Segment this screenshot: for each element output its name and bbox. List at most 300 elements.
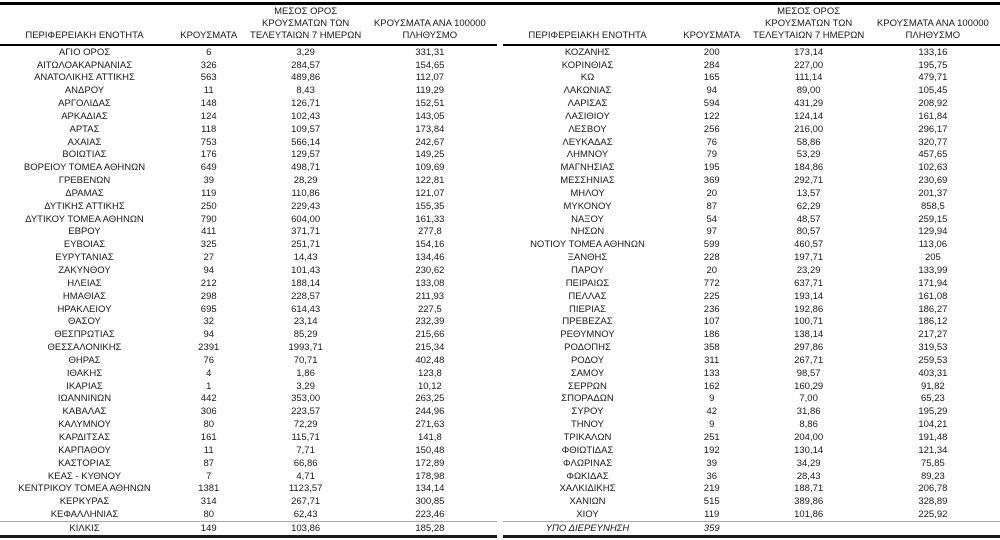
cell-region: ΗΛΕΙΑΣ	[67, 278, 102, 289]
cell-cases: 284	[703, 60, 720, 71]
cell-region: ΗΜΑΘΙΑΣ	[62, 291, 107, 302]
cell-region: ΛΑΡΙΣΑΣ	[567, 99, 608, 109]
cell-per100k: 403,31	[918, 368, 948, 379]
cell-avg7: 431,29	[794, 99, 824, 109]
cell-region: ΚΑΣΤΟΡΙΑΣ	[58, 458, 111, 469]
cell-cases: 42	[706, 407, 718, 417]
cell-avg7: 173,14	[794, 47, 824, 58]
cell-avg7: 53,29	[796, 150, 821, 160]
cell-avg7: 66,86	[293, 458, 318, 469]
cell-avg7: 292,71	[794, 176, 824, 186]
cell-cases: 325	[200, 240, 217, 250]
header-per100k-line1: ΚΡΟΥΣΜΑΤΑ ΑΝΑ 100000	[373, 18, 486, 29]
table-row	[503, 457, 1000, 470]
cell-cases: 2391	[198, 343, 220, 353]
cell-avg7: 98,57	[796, 368, 821, 379]
cell-cases: 107	[703, 317, 720, 327]
cell-region: ΡΟΔΟΠΗΣ	[564, 343, 611, 353]
cell-cases: 195	[703, 163, 720, 173]
cell-region: ΚΙΛΚΙΣ	[69, 523, 100, 534]
table-row	[503, 213, 1000, 226]
cell-per100k: 129,94	[918, 227, 948, 237]
cell-avg7: 101,43	[291, 266, 321, 276]
cell-region: ΧΙΟΥ	[576, 510, 599, 520]
cell-region: ΘΗΡΑΣ	[68, 355, 101, 366]
cell-per100k: 141,8	[417, 432, 442, 443]
table-row	[0, 252, 497, 265]
header-avg7-line1: ΜΕΣΟΣ ΟΡΟΣ	[777, 6, 841, 17]
table-row	[503, 72, 1000, 85]
cell-cases: 212	[200, 278, 217, 289]
cell-avg7: 1993,71	[288, 343, 323, 353]
cell-per100k: 161,08	[918, 291, 948, 302]
cell-cases: 192	[703, 445, 720, 456]
cell-region: ΕΥΒΟΙΑΣ	[63, 240, 106, 250]
cell-avg7: 489,86	[291, 73, 321, 83]
cell-per100k: 225,92	[918, 510, 948, 520]
cell-per100k: 227,5	[417, 304, 442, 315]
table-row	[0, 239, 497, 252]
table-row	[0, 72, 497, 85]
cell-per100k: 201,37	[918, 188, 948, 199]
table-row	[503, 406, 1000, 419]
cell-avg7: 28,29	[293, 176, 318, 186]
cell-region: ΠΙΕΡΙΑΣ	[568, 304, 606, 315]
cell-avg7: 197,71	[794, 253, 824, 263]
cell-region: ΠΑΡΟΥ	[571, 266, 604, 276]
table-row	[0, 354, 497, 367]
cell-cases: 119	[704, 510, 720, 520]
cell-per100k: 133,99	[918, 266, 948, 276]
cell-per100k: 205	[924, 253, 941, 263]
cell-region: ΙΚΑΡΙΑΣ	[66, 381, 103, 392]
cell-cases: 124	[200, 111, 217, 122]
cell-per100k: 134,14	[415, 484, 445, 494]
table-row	[503, 367, 1000, 380]
header-avg7	[751, 5, 865, 44]
cell-per100k: 195,75	[918, 60, 948, 71]
cell-cases: 515	[703, 497, 720, 507]
header-per100k-line1: ΚΡΟΥΣΜΑΤΑ ΑΝΑ 100000	[876, 18, 989, 29]
table-row	[503, 239, 1000, 252]
cell-cases: 599	[703, 240, 720, 250]
cell-avg7: 126,71	[291, 99, 321, 109]
cell-per100k: 232,39	[415, 317, 445, 327]
cell-avg7: 267,71	[291, 497, 321, 507]
cell-avg7: 124,14	[794, 111, 824, 122]
cell-region: ΒΟΡΕΙΟΥ ΤΟΜΕΑ ΑΘΗΝΩΝ	[23, 163, 146, 173]
table-row	[0, 59, 497, 72]
cell-cases: 358	[703, 343, 720, 353]
cell-cases: 80	[203, 420, 215, 430]
cell-avg7: 460,57	[794, 240, 824, 250]
table-row	[503, 264, 1000, 277]
regional-table-right	[503, 5, 1000, 538]
cell-region: ΚΑΛΥΜΝΟΥ	[58, 420, 111, 430]
table-row	[503, 46, 1000, 59]
cell-avg7: 100,71	[794, 317, 824, 327]
cell-per100k: 121,34	[918, 445, 948, 456]
cell-region: ΑΧΑΪΑΣ	[67, 137, 102, 148]
cell-per100k: 150,48	[415, 445, 445, 456]
cell-per100k: 271,63	[415, 420, 445, 430]
cell-avg7: 7,00	[799, 394, 818, 404]
cell-avg7: 3,29	[296, 47, 315, 58]
cell-per100k: 112,07	[415, 73, 445, 83]
table-body-left	[0, 46, 497, 538]
table-row	[503, 174, 1000, 187]
cell-per100k: 457,65	[918, 150, 948, 160]
cell-cases: 76	[203, 355, 215, 366]
cell-cases: 118	[201, 124, 217, 135]
cell-avg7: 614,43	[291, 304, 321, 315]
cell-avg7: 1123,57	[288, 484, 323, 494]
cell-region: ΚΑΒΑΛΑΣ	[62, 407, 107, 417]
header-cases-label: ΚΡΟΥΣΜΑΤΑ	[683, 30, 741, 41]
cell-per100k: 223,46	[415, 510, 445, 520]
cell-avg7: 8,43	[296, 86, 315, 96]
cell-region: ΜΑΓΝΗΣΙΑΣ	[560, 163, 615, 173]
cell-per100k: 211,93	[415, 291, 445, 302]
cell-per100k: 91,82	[920, 381, 945, 392]
cell-per100k: 75,85	[920, 458, 945, 469]
cell-avg7: 267,71	[794, 355, 824, 366]
cell-cases: 94	[706, 86, 718, 96]
header-region	[503, 5, 672, 44]
table-row	[0, 303, 497, 316]
cell-region: ΧΑΝΙΩΝ	[569, 497, 606, 507]
cell-region: ΖΑΚΥΝΘΟΥ	[58, 266, 111, 276]
cell-per100k: 215,34	[415, 343, 445, 353]
header-per100k-line2: ΠΛΗΘΥΣΜΟ	[402, 30, 458, 41]
cell-avg7: 637,71	[794, 278, 824, 289]
cell-region: ΣΑΜΟΥ	[570, 368, 605, 379]
table-row	[503, 162, 1000, 175]
cell-region: ΛΗΜΝΟΥ	[566, 150, 609, 160]
table-row	[0, 85, 497, 98]
cell-cases: 176	[200, 150, 217, 160]
cell-avg7: 13,57	[796, 188, 821, 199]
cell-region: ΔΥΤΙΚΗΣ ΑΤΤΙΚΗΣ	[44, 201, 125, 212]
cell-per100k: 119,29	[415, 86, 445, 96]
cell-cases: 20	[706, 188, 718, 199]
table-row	[503, 380, 1000, 393]
cell-avg7: 62,43	[293, 510, 318, 520]
cell-region: ΘΕΣΠΡΩΤΙΑΣ	[54, 330, 115, 340]
table-row	[503, 341, 1000, 354]
cell-cases: 97	[706, 227, 718, 237]
cell-avg7: 48,57	[796, 214, 821, 225]
cell-per100k: 259,15	[918, 214, 948, 225]
cell-avg7: 34,29	[796, 458, 821, 469]
cell-cases: 9	[709, 394, 715, 404]
header-cases	[169, 5, 249, 44]
cell-avg7: 4,71	[296, 471, 315, 482]
cell-cases: 225	[703, 291, 720, 302]
cell-per100k: 154,65	[415, 60, 445, 71]
cell-avg7: 188,14	[291, 278, 321, 289]
cell-per100k: 186,12	[918, 317, 948, 327]
cell-cases: 94	[203, 330, 215, 340]
header-avg7-line2: ΚΡΟΥΣΜΑΤΩΝ ΤΩΝ	[262, 18, 350, 29]
cell-avg7: 8,86	[799, 420, 818, 430]
regional-table-left	[0, 5, 497, 538]
cell-region: ΚΕΦΑΛΛΗΝΙΑΣ	[50, 510, 119, 520]
cell-per100k: 320,77	[918, 137, 948, 148]
table-row	[0, 457, 497, 470]
cell-avg7: 193,14	[794, 291, 824, 302]
cell-cases: 39	[706, 458, 718, 469]
cell-avg7: 284,57	[291, 60, 321, 71]
table-row	[503, 521, 1000, 535]
table-row	[0, 393, 497, 406]
cell-avg7: 115,71	[291, 432, 320, 443]
table-row	[503, 149, 1000, 162]
cell-avg7: 229,43	[291, 201, 321, 212]
cell-cases: 772	[703, 278, 720, 289]
header-avg7-line1: ΜΕΣΟΣ ΟΡΟΣ	[274, 6, 338, 17]
table-row	[503, 329, 1000, 342]
cell-cases: 87	[706, 201, 718, 212]
table-row	[503, 303, 1000, 316]
cell-avg7: 192,86	[794, 304, 824, 315]
table-row	[0, 470, 497, 483]
table-row	[0, 444, 497, 457]
table-row	[0, 123, 497, 136]
cell-per100k: 178,98	[415, 471, 445, 482]
cell-avg7: 1,86	[296, 368, 315, 379]
cell-avg7: 297,86	[794, 343, 824, 353]
cell-per100k: 195,29	[918, 407, 948, 417]
table-row	[503, 444, 1000, 457]
header-per100k	[866, 5, 1000, 44]
table-row	[503, 393, 1000, 406]
table-body-right	[503, 46, 1000, 538]
cell-cases: 36	[706, 471, 718, 482]
table-row	[0, 483, 497, 496]
cell-per100k: 143,05	[415, 111, 445, 122]
table-row	[503, 200, 1000, 213]
cell-region: ΦΛΩΡΙΝΑΣ	[562, 458, 613, 469]
cell-per100k: 109,69	[415, 163, 445, 173]
cell-cases: 7	[206, 471, 212, 482]
cell-region: ΠΕΛΛΑΣ	[568, 291, 607, 302]
cell-per100k: 191,48	[918, 432, 948, 443]
cell-cases: 369	[703, 176, 720, 186]
cell-cases: 149	[200, 523, 217, 534]
cell-avg7: 3,29	[296, 381, 315, 392]
cell-per100k: 122,81	[415, 176, 445, 186]
cell-cases: 122	[703, 111, 720, 122]
cell-cases: 753	[200, 137, 217, 148]
cell-region: ΕΒΡΟΥ	[68, 227, 101, 237]
cell-region: ΦΩΚΙΔΑΣ	[566, 471, 609, 482]
cell-region: ΝΟΤΙΟΥ ΤΟΜΕΑ ΑΘΗΝΩΝ	[530, 240, 645, 250]
cell-region: ΑΡΓΟΛΙΔΑΣ	[58, 99, 111, 109]
table-row	[0, 380, 497, 393]
cell-region: ΔΡΑΜΑΣ	[65, 188, 104, 199]
cell-avg7: 89,00	[796, 86, 821, 96]
table-row	[0, 97, 497, 110]
cell-region: ΣΕΡΡΩΝ	[568, 381, 607, 392]
cell-cases: 228	[703, 253, 720, 263]
cell-per100k: 230,62	[415, 266, 445, 276]
table-row	[503, 97, 1000, 110]
cell-per100k: 133,08	[415, 278, 445, 289]
header-avg7-line2: ΚΡΟΥΣΜΑΤΩΝ ΤΩΝ	[765, 18, 853, 29]
cell-cases: 11	[203, 86, 214, 96]
cell-per100k: 215,66	[415, 330, 445, 340]
cell-region: ΧΑΛΚΙΔΙΚΗΣ	[559, 484, 616, 494]
table-row	[0, 187, 497, 200]
cell-region: ΚΕΝΤΡΙΚΟΥ ΤΟΜΕΑ ΑΘΗΝΩΝ	[18, 484, 151, 494]
cell-cases: 649	[200, 163, 217, 173]
table-row	[0, 200, 497, 213]
cell-region: ΜΕΣΣΗΝΙΑΣ	[560, 176, 615, 186]
table-row	[503, 316, 1000, 329]
cell-region: ΘΕΣΣΑΛΟΝΙΚΗΣ	[47, 343, 122, 353]
cell-region: ΚΩ	[580, 73, 595, 83]
table-row	[0, 110, 497, 123]
cell-region: ΕΥΡΥΤΑΝΙΑΣ	[55, 253, 114, 263]
table-row	[0, 226, 497, 239]
cell-region: ΑΡΚΑΔΙΑΣ	[61, 111, 108, 122]
table-row	[503, 252, 1000, 265]
cell-avg7: 7,71	[296, 445, 315, 456]
table-row	[503, 59, 1000, 72]
cell-avg7: 227,00	[794, 60, 824, 71]
table-row	[503, 123, 1000, 136]
cell-per100k: 402,48	[415, 355, 445, 366]
cell-per100k: 186,27	[918, 304, 948, 315]
cell-avg7: 130,14	[794, 445, 824, 456]
cell-region: ΥΠΟ ΔΙΕΡΕΥΝΗΣΗ	[545, 523, 630, 534]
cell-region: ΤΡΙΚΑΛΩΝ	[563, 432, 612, 443]
table-row	[503, 418, 1000, 431]
cell-avg7: 109,57	[291, 124, 321, 135]
table-row	[0, 329, 497, 342]
table-row	[0, 418, 497, 431]
table-row	[0, 162, 497, 175]
regional-cases-report	[0, 2, 1000, 538]
cell-region: ΑΡΤΑΣ	[69, 124, 100, 135]
cell-region: ΝΑΞΟΥ	[571, 214, 604, 225]
cell-cases: 162	[703, 381, 720, 392]
cell-cases: 311	[704, 355, 720, 366]
table-row	[0, 277, 497, 290]
cell-cases: 6	[206, 47, 212, 58]
cell-avg7: 228,57	[291, 291, 321, 302]
cell-cases: 594	[703, 99, 720, 109]
cell-cases: 359	[703, 523, 720, 534]
table-row	[0, 341, 497, 354]
cell-region: ΛΑΣΙΘΙΟΥ	[565, 111, 610, 122]
cell-region: ΗΡΑΚΛΕΙΟΥ	[57, 304, 112, 315]
cell-region: ΠΕΙΡΑΙΩΣ	[565, 278, 610, 289]
table-row	[0, 46, 497, 59]
cell-region: ΔΥΤΙΚΟΥ ΤΟΜΕΑ ΑΘΗΝΩΝ	[25, 214, 144, 225]
cell-avg7: 251,71	[291, 240, 321, 250]
cell-region: ΚΑΡΠΑΘΟΥ	[58, 445, 111, 456]
header-cases	[672, 5, 752, 44]
cell-avg7: 216,00	[794, 124, 824, 135]
cell-per100k: 121,07	[415, 188, 445, 199]
cell-cases: 186	[703, 330, 720, 340]
cell-cases: 314	[200, 497, 217, 507]
cell-cases: 695	[200, 304, 217, 315]
table-row	[503, 85, 1000, 98]
table-row	[503, 508, 1000, 521]
cell-per100k: 242,67	[415, 137, 445, 148]
cell-per100k: 171,94	[918, 278, 948, 289]
header-cases-label: ΚΡΟΥΣΜΑΤΑ	[180, 30, 238, 41]
cell-region: ΚΟΡΙΝΘΙΑΣ	[561, 60, 614, 71]
cell-per100k: 858,5	[920, 201, 945, 212]
cell-cases: 27	[203, 253, 215, 263]
cell-avg7: 129,57	[291, 150, 321, 160]
cell-region: ΤΗΝΟΥ	[571, 420, 604, 430]
cell-per100k: 104,21	[918, 420, 948, 430]
cell-cases: 298	[200, 291, 217, 302]
table-row	[503, 277, 1000, 290]
cell-per100k: 161,84	[918, 111, 948, 122]
cell-cases: 39	[203, 176, 215, 186]
cell-region: ΠΡΕΒΕΖΑΣ	[562, 317, 613, 327]
cell-avg7: 58,86	[796, 137, 821, 148]
cell-region: ΑΓΙΟ ΟΡΟΣ	[58, 47, 111, 58]
table-row	[503, 470, 1000, 483]
table-header-row	[0, 5, 497, 46]
cell-region: ΑΙΤΩΛΟΑΚΑΡΝΑΝΙΑΣ	[36, 60, 133, 71]
header-avg7-line3: ΤΕΛΕΥΤΑΙΩΝ 7 ΗΜΕΡΩΝ	[250, 30, 362, 41]
cell-cases: 1	[206, 381, 212, 392]
cell-region: ΞΑΝΘΗΣ	[567, 253, 608, 263]
cell-cases: 251	[703, 432, 720, 443]
cell-cases: 32	[203, 317, 215, 327]
cell-region: ΜΗΛΟΥ	[570, 188, 605, 199]
cell-per100k: 277,8	[417, 227, 442, 237]
cell-region: ΛΑΚΩΝΙΑΣ	[563, 86, 612, 96]
cell-avg7: 28,43	[796, 471, 821, 482]
cell-avg7: 566,14	[291, 137, 321, 148]
cell-cases: 119	[201, 188, 217, 199]
cell-region: ΙΘΑΚΗΣ	[66, 368, 103, 379]
cell-per100k: 10,12	[417, 381, 442, 392]
cell-cases: 161	[200, 432, 217, 443]
table-row	[0, 406, 497, 419]
cell-per100k: 152,51	[415, 99, 445, 109]
cell-cases: 79	[706, 150, 718, 160]
cell-cases: 94	[203, 266, 215, 276]
cell-avg7: 70,71	[293, 355, 318, 366]
cell-avg7: 223,57	[291, 407, 321, 417]
table-row	[0, 174, 497, 187]
cell-cases: 11	[203, 445, 214, 456]
cell-per100k: 479,71	[918, 73, 948, 83]
cell-region: ΦΘΙΩΤΙΔΑΣ	[561, 445, 614, 456]
table-row	[503, 187, 1000, 200]
cell-per100k: 328,89	[918, 497, 948, 507]
cell-cases: 148	[200, 99, 217, 109]
cell-per100k: 154,16	[415, 240, 445, 250]
cell-region: ΚΕΑΣ - ΚΥΘΝΟΥ	[47, 471, 122, 482]
cell-avg7: 31,86	[796, 407, 821, 417]
cell-cases: 4	[206, 368, 212, 379]
cell-region: ΒΟΙΩΤΙΑΣ	[62, 150, 107, 160]
cell-avg7: 102,43	[291, 111, 321, 122]
cell-avg7: 138,14	[794, 330, 824, 340]
cell-cases: 411	[201, 227, 217, 237]
